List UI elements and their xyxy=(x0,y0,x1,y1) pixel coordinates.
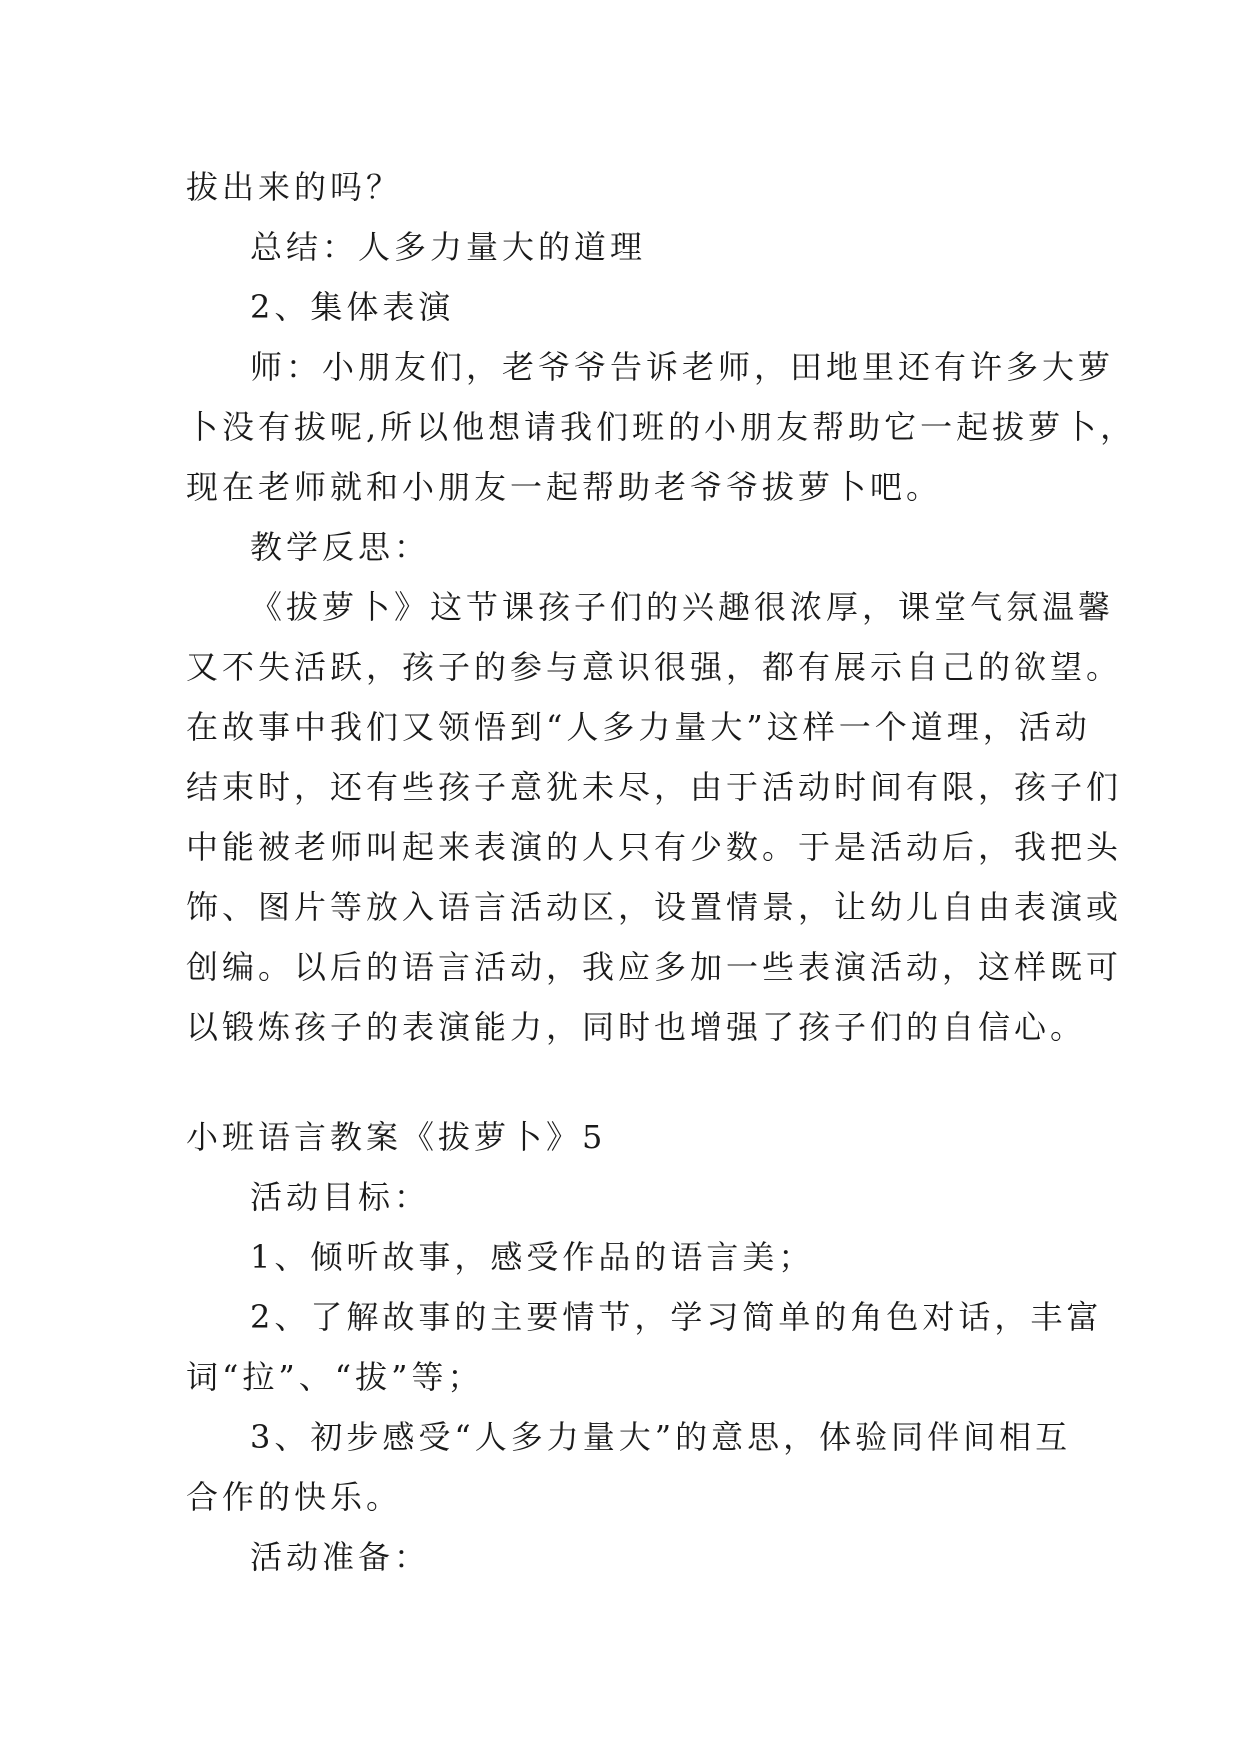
paragraph-line: 又不失活跃，孩子的参与意识很强，都有展示自己的欲望。 xyxy=(186,648,1123,686)
section-heading: 活动准备： xyxy=(250,1538,431,1576)
list-item: 2、了解故事的主要情节，学习简单的角色对话，丰富 xyxy=(250,1298,1103,1336)
list-item-continuation: 词“拉”、“拔”等； xyxy=(186,1358,484,1396)
paragraph-line: 饰、图片等放入语言活动区，设置情景，让幼儿自由表演或 xyxy=(186,888,1123,926)
paragraph-line: 中能被老师叫起来表演的人只有少数。于是活动后，我把头 xyxy=(186,828,1123,866)
paragraph-line: 以锻炼孩子的表演能力，同时也增强了孩子们的自信心。 xyxy=(186,1008,1087,1046)
summary-line: 总结：人多力量大的道理 xyxy=(250,228,647,266)
paragraph-line: 现在老师就和小朋友一起帮助老爷爷拔萝卜吧。 xyxy=(186,468,943,506)
paragraph-line: 创编。以后的语言活动，我应多加一些表演活动，这样既可 xyxy=(186,948,1123,986)
paragraph-line: 结束时，还有些孩子意犹未尽，由于活动时间有限，孩子们 xyxy=(186,768,1123,806)
paragraph-line: 拔出来的吗？ xyxy=(186,168,403,206)
document-body xyxy=(186,157,1137,1587)
paragraph-line: 《拔萝卜》这节课孩子们的兴趣很浓厚，课堂气氛温馨 xyxy=(250,588,1115,626)
paragraph-line: 卜没有拔呢,所以他想请我们班的小朋友帮助它一起拔萝卜， xyxy=(186,408,1137,446)
section-heading: 活动目标： xyxy=(250,1178,431,1216)
paragraph-line: 师：小朋友们，老爷爷告诉老师，田地里还有许多大萝 xyxy=(250,348,1115,386)
list-item-continuation: 合作的快乐。 xyxy=(186,1478,403,1516)
section-heading: 教学反思： xyxy=(250,528,431,566)
paragraph-line: 在故事中我们又领悟到“人多力量大”这样一个道理，活动 xyxy=(186,708,1091,746)
section-heading: 2、集体表演 xyxy=(250,288,455,326)
list-item: 1、倾听故事，感受作品的语言美； xyxy=(250,1238,815,1276)
list-item: 3、初步感受“人多力量大”的意思，体验同伴间相互 xyxy=(250,1418,1072,1456)
document-title: 小班语言教案《拔萝卜》5 xyxy=(186,1118,607,1156)
